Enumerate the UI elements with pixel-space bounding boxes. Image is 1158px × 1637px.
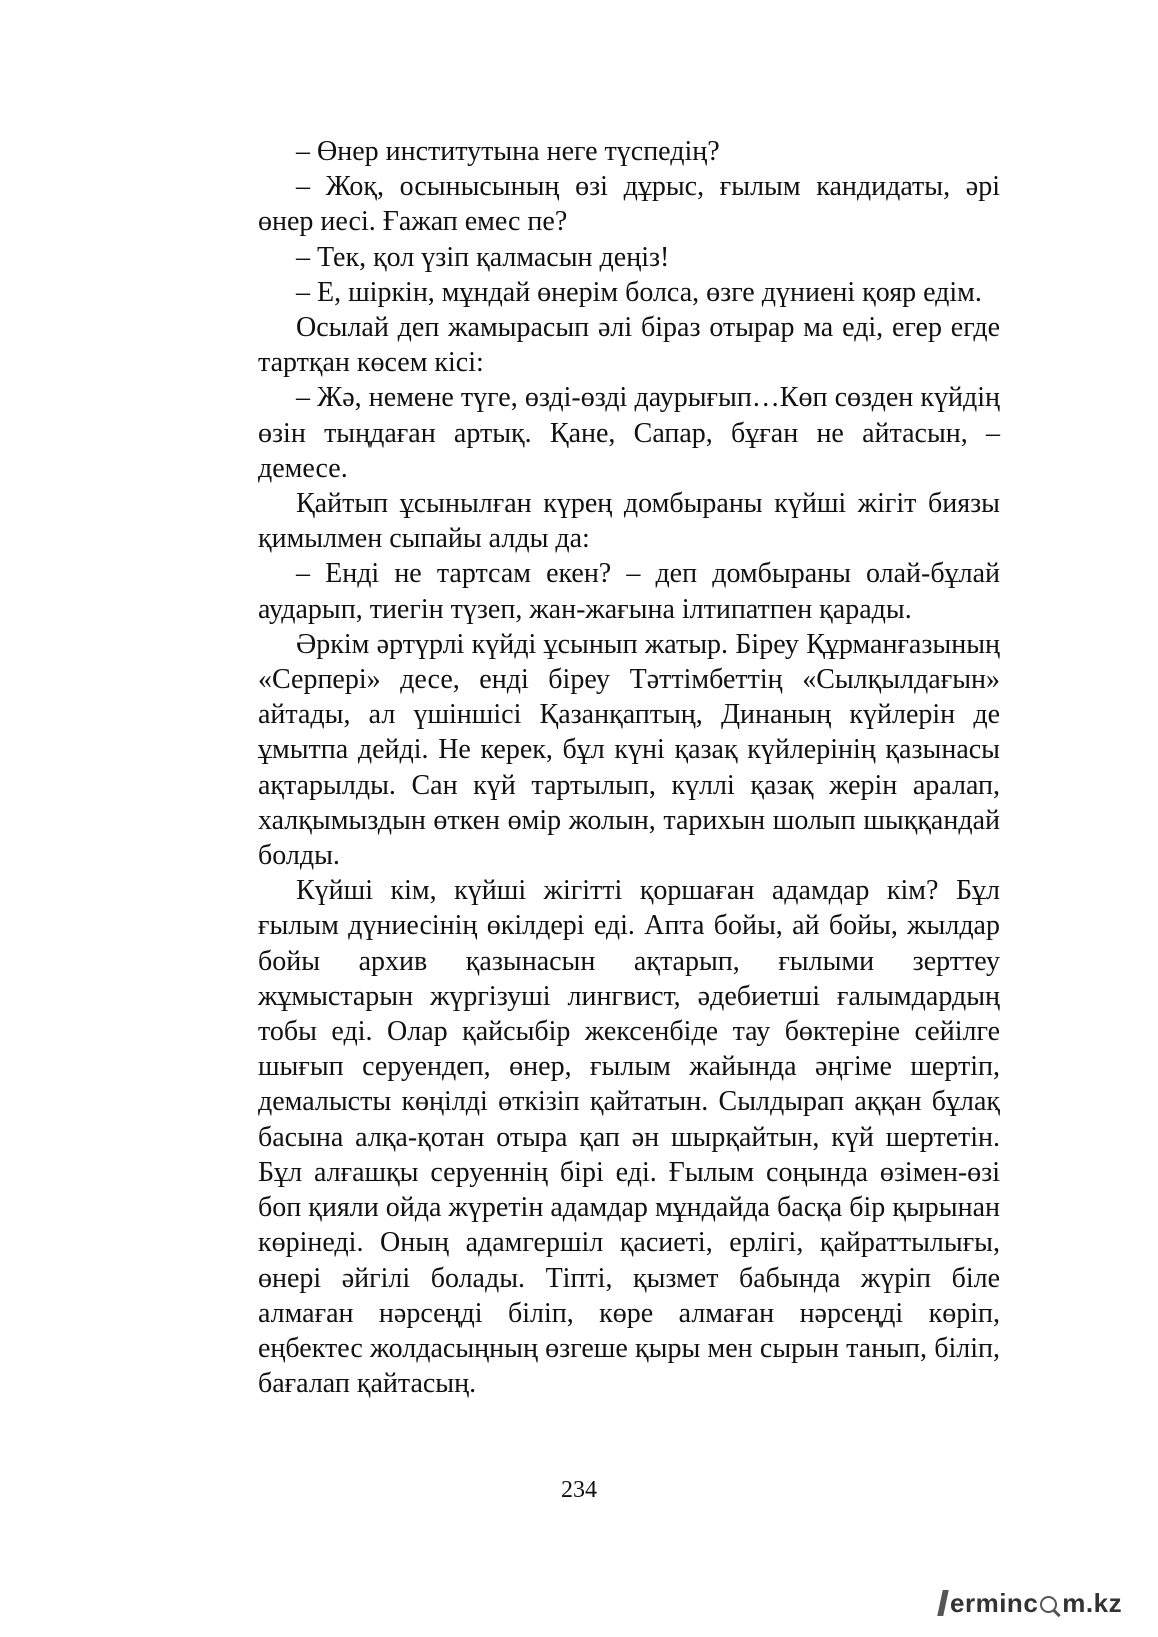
t-bar-icon — [937, 1590, 949, 1616]
paragraph: – Тек, қол үзіп қалмасын деңіз! — [296, 241, 670, 273]
paragraph: – Өнер институтына неге түспедің? — [296, 136, 720, 167]
watermark-text-suffix: m.kz — [1062, 1587, 1123, 1618]
paragraph: – Енді не тартсам екен? – деп домбыраны олай-бұлай аударып, тиегін түзеп, жан-жағына ілтипатпен қарады. — [258, 558, 1000, 625]
paragraph: – Е, шіркін, мұндай өнерім болса, өзге дүниені қояр едім. — [296, 276, 982, 308]
page-number: 234 — [561, 1477, 597, 1503]
paragraph: Әркім әртүрлі күйді ұсынып жатыр. Біреу Құрманғазының «Серпері» десе, енді біреу Тәттімбеттің «Сылқылдағын» айтады, ал үшіншісі Қазанқаптың, Динаның күйлерін де ұмытпа дейді. Не керек, бұл күні қазақ күйлерінің қазынасы ақтарылды. Сан күй тартылып, күллі қазақ жерін аралап, халқымыздын өткен өмір жолын, тарихын шолып шыққандай болды. — [258, 628, 1000, 872]
paragraph: Күйші кім, күйші жігітті қоршаған адамдар кім? Бұл ғылым дүниесінің өкілдері еді. Апта бойы, ай бойы, жылдар бойы архив қазынасын ақтарып, ғылыми зерттеу жұмыстарын жүргізуші лингвист, әдебиетші ғалымдардың тобы еді. Олар қайсыбір жексенбіде тау бөктеріне сейілге шығып серуендеп, өнер, ғылым жайында әңгіме шертіп, демалысты көңілді өткізіп қайтатын. Сылдырап аққан бұлақ басына алқа-қотан отыра қап ән шырқайтын, күй шертетін. Бұл алғашқы серуеннің бірі еді. Ғылым соңында өзімен-өзі боп қияли ойда жүретін адамдар мұндайда басқа бір қырынан көрінеді. Оның адамгершіл қасиеті, ерлігі, қайраттылығы, өнері әйгілі болады. Тіпті, қызмет бабында жүріп біле алмаған нәрсеңді біліп, көре алмаған нәрсеңді көріп, еңбектес жолдасыңның өзгеше қыры мен сырын танып, біліп, бағалап қайтасың. — [258, 875, 1000, 1400]
watermark-text-prefix: ermin — [950, 1587, 1024, 1618]
paragraph: Осылай деп жамырасып әлі біраз отырар ма еді, егер егде тартқан көсем кісі: — [258, 312, 1000, 379]
body-text — [258, 134, 1000, 1401]
magnifier-icon — [1039, 1590, 1061, 1616]
paragraph: – Жә, немене түге, өзді-өзді даурығып…Көп сөзден күйдің өзін тыңдаған артық. Қане, Сапар, бұған не айтасын, – демесе. — [258, 382, 1000, 484]
watermark-logo — [940, 1583, 1122, 1623]
paragraph: Қайтып ұсынылған күрең домбыраны күйші жігіт биязы қимылмен сыпайы алды да: — [258, 488, 1000, 555]
paragraph: – Жоқ, осынысының өзі дұрыс, ғылым кандидаты, әрі өнер иесі. Ғажап емес пе? — [258, 171, 1000, 238]
watermark-text-c: c — [1023, 1587, 1039, 1618]
